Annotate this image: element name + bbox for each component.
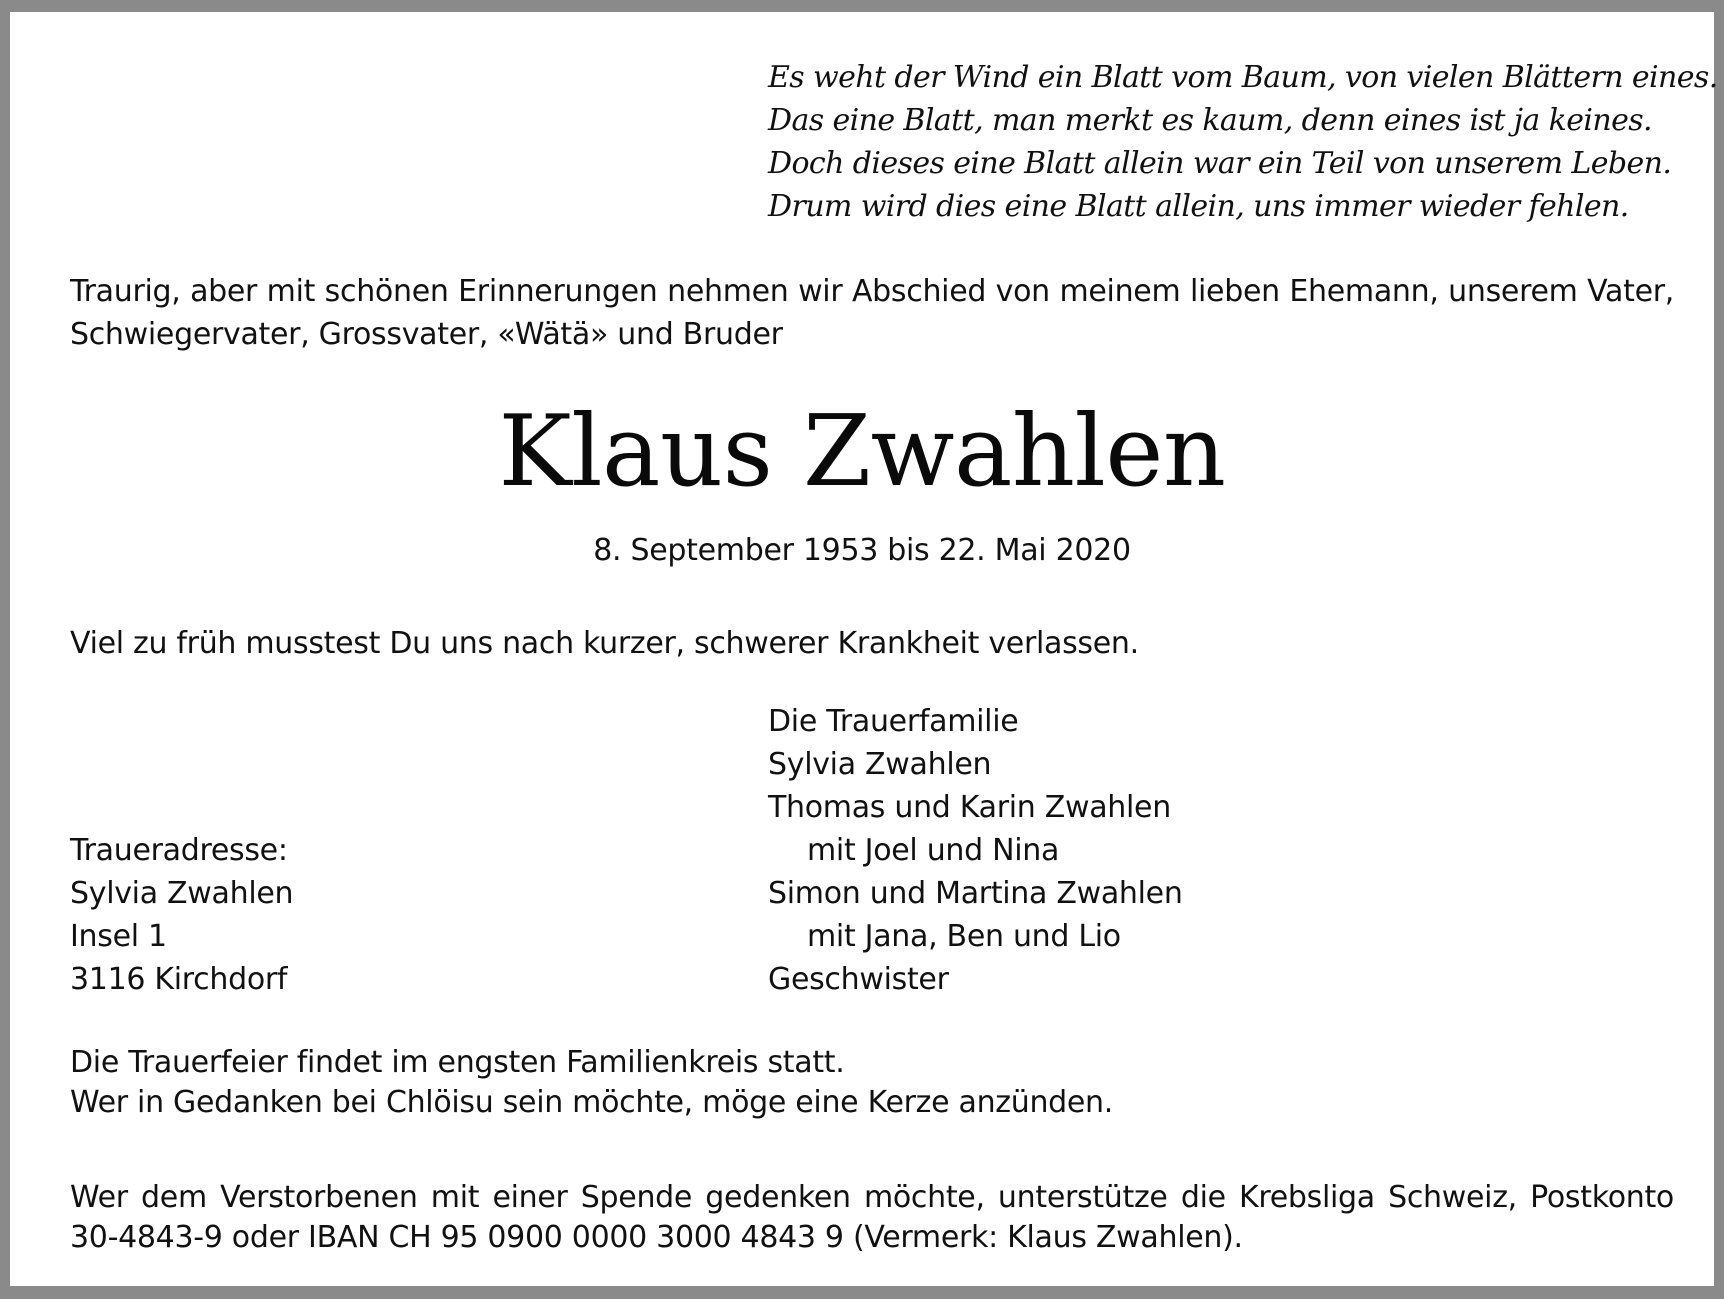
ceremony-text [70, 1043, 1113, 1123]
family-member: Thomas und Karin Zwahlen [768, 790, 1171, 825]
mourning-family [768, 700, 1183, 1001]
donation-line: Wer dem Verstorbenen mit einer Spende gedenken möchte, unterstütze die Krebsliga Schweiz, Postkonto [70, 1180, 1674, 1215]
address-street: Insel 1 [70, 919, 167, 954]
family-member: Geschwister [768, 962, 949, 997]
family-member: Simon und Martina Zwahlen [768, 876, 1183, 911]
deceased-name: Klaus Zwahlen [498, 395, 1226, 509]
intro-line: Traurig, aber mit schönen Erinnerungen nehmen wir Abschied von meinem lieben Ehemann, unserem Vater, [70, 274, 1674, 309]
mourning-address [70, 829, 293, 1001]
poem-line: Es weht der Wind ein Blatt vom Baum, von vielen Blättern eines. [768, 60, 1718, 95]
family-member: mit Joel und Nina [807, 833, 1060, 868]
ceremony-line: Die Trauerfeier findet im engsten Familienkreis statt. [70, 1045, 845, 1080]
address-label: Traueradresse: [70, 833, 288, 868]
address-name: Sylvia Zwahlen [70, 876, 294, 911]
family-heading: Die Trauerfamilie [768, 704, 1019, 739]
donation-text [70, 1178, 1674, 1258]
poem-line: Drum wird dies eine Blatt allein, uns immer wieder fehlen. [768, 189, 1629, 224]
poem-line: Das eine Blatt, man merkt es kaum, denn eines ist ja keines. [768, 103, 1652, 138]
intro-text [70, 270, 1674, 356]
family-member: mit Jana, Ben und Lio [807, 919, 1121, 954]
ceremony-line: Wer in Gedanken bei Chlöisu sein möchte, möge eine Kerze anzünden. [70, 1085, 1114, 1120]
poem [768, 56, 1718, 228]
poem-line: Doch dieses eine Blatt allein war ein Teil von unserem Leben. [768, 146, 1672, 181]
life-dates: 8. September 1953 bis 22. Mai 2020 [593, 533, 1131, 568]
address-city: 3116 Kirchdorf [70, 962, 288, 997]
obituary-page [10, 12, 1718, 1286]
intro-line: Schwiegervater, Grossvater, «Wätä» und Bruder [70, 317, 783, 352]
donation-line: 30-4843-9 oder IBAN CH 95 0900 0000 3000 4843 9 (Vermerk: Klaus Zwahlen). [70, 1220, 1243, 1255]
family-member: Sylvia Zwahlen [768, 747, 992, 782]
farewell-text: Viel zu früh musstest Du uns nach kurzer, schwerer Krankheit verlassen. [70, 626, 1139, 661]
